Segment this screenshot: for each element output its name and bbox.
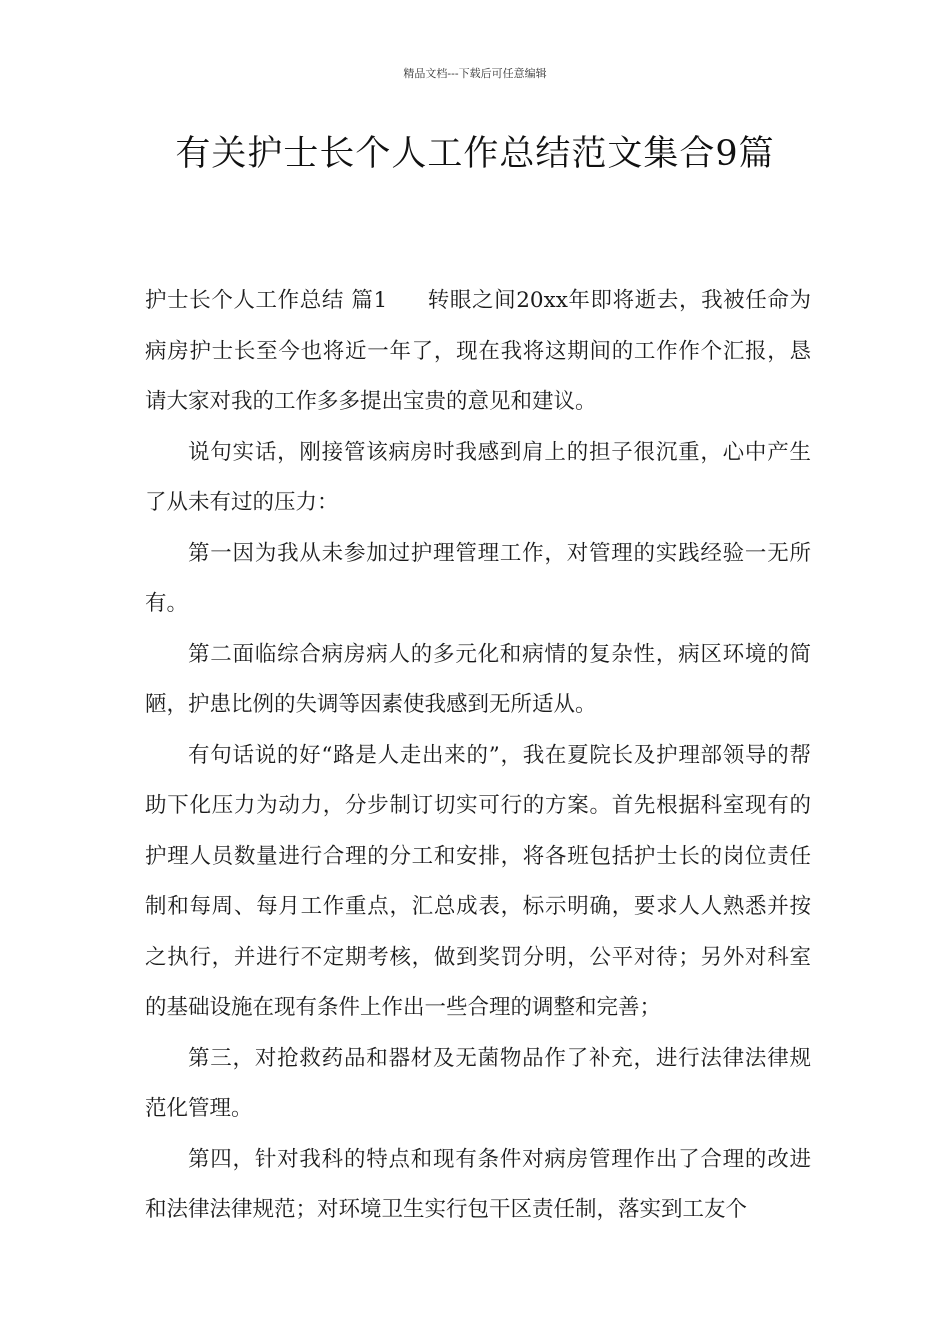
- paragraph-2: 说句实话，刚接管该病房时我感到肩上的担子很沉重，心中产生了从未有过的压力：: [145, 439, 811, 515]
- paragraph-1: [145, 276, 811, 428]
- document-title: 有关护士长个人工作总结范文集合9篇: [175, 134, 775, 174]
- paragraph-6: 第三，对抢救药品和器材及无菌物品作了补充，进行法律法律规范化管理。: [145, 1045, 811, 1121]
- header-note: 精品文档---下载后可任意编辑: [403, 67, 547, 80]
- paragraph-5: 有句话说的好“路是人走出来的”，我在夏院长及护理部领导的帮助下化压力为动力，分步制订切实可行的方案。首先根据科室现有的护理人员数量进行合理的分工和安排，将各班包括护士长的岗位责任制和每周、每月工作重点，汇总成表，标示明确，要求人人熟悉并按之执行，并进行不定期考核，做到奖罚分明，公平对待；另外对科室的基础设施在现有条件上作出一些合理的调整和完善；: [145, 742, 811, 1020]
- paragraph-1-text: 转眼之间20xx年即将逝去，我被任命为病房护士长至今也将近一年了，现在我将这期间的工作作个汇报，恳请大家对我的工作多多提出宝贵的意见和建议。: [145, 288, 811, 414]
- section-label: 护士长个人工作总结 篇1: [145, 288, 388, 313]
- paragraph-3: 第一因为我从未参加过护理管理工作，对管理的实践经验一无所有。: [145, 540, 811, 616]
- document-body: [145, 276, 811, 1236]
- paragraph-4: 第二面临综合病房病人的多元化和病情的复杂性，病区环境的简陋，护患比例的失调等因素使我感到无所适从。: [145, 641, 811, 717]
- paragraph-7: 第四，针对我科的特点和现有条件对病房管理作出了合理的改进和法律法律规范；对环境卫生实行包干区责任制，落实到工友个: [145, 1146, 811, 1222]
